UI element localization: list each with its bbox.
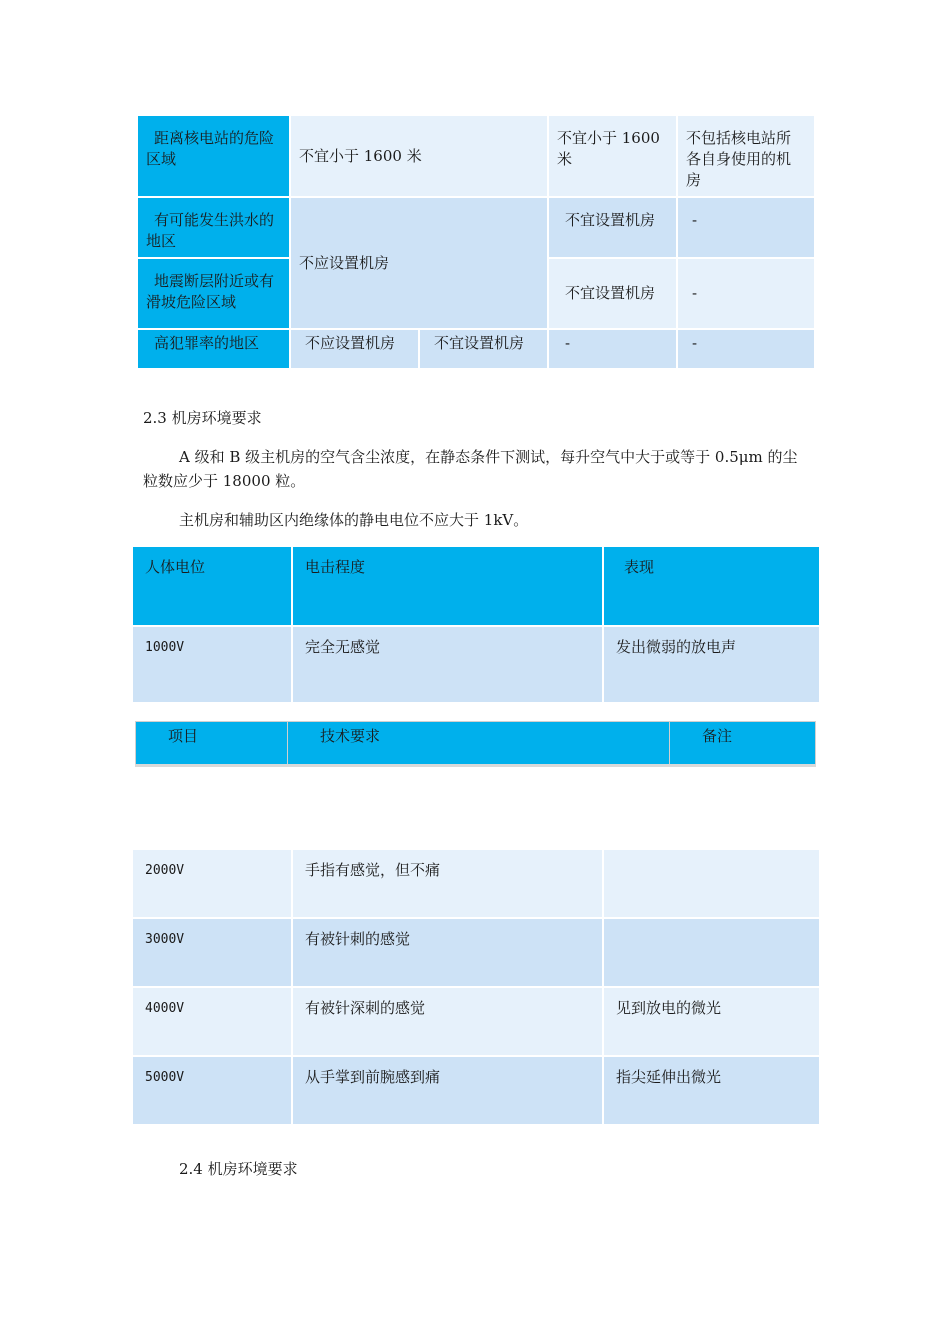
table4-row1-shock: 手指有感觉，但不痛 bbox=[292, 849, 603, 918]
table1-row4-col2a: 不应设置机房 bbox=[290, 329, 419, 369]
table1-row1-col2: 不宜小于 1600 米 bbox=[290, 115, 548, 197]
table2-header-voltage: 人体电位 bbox=[132, 546, 292, 626]
table2-header-symptom: 表现 bbox=[603, 546, 820, 626]
table4-row2-shock: 有被针刺的感觉 bbox=[292, 918, 603, 987]
table1-row4-col3: - bbox=[548, 329, 677, 369]
table4-row3-symptom: 见到放电的微光 bbox=[603, 987, 820, 1056]
voltage-continuation-table bbox=[131, 848, 821, 1126]
section-heading-2-4: 2.4 机房环境要求 bbox=[179, 1160, 298, 1178]
table4-row2-symptom bbox=[603, 918, 820, 987]
table1-row1-col3: 不宜小于 1600 米 bbox=[548, 115, 677, 197]
table2-cell-voltage: 1000V bbox=[132, 626, 292, 703]
body-voltage-table bbox=[131, 545, 821, 704]
requirement-header-table bbox=[135, 721, 816, 767]
paragraph-static: 主机房和辅助区内绝缘体的静电电位不应大于 1kV。 bbox=[179, 511, 529, 529]
table3-header-note: 备注 bbox=[670, 722, 816, 766]
table4-row1-symptom bbox=[603, 849, 820, 918]
table1-row2-label: 有可能发生洪水的地区 bbox=[137, 197, 290, 258]
table4-row1-voltage: 2000V bbox=[132, 849, 292, 918]
table1-row4-label: 高犯罪率的地区 bbox=[137, 329, 290, 369]
table2-cell-shock: 完全无感觉 bbox=[292, 626, 603, 703]
table3-header-item: 项目 bbox=[136, 722, 288, 766]
table1-row3-col3: 不宜设置机房 bbox=[548, 258, 677, 329]
table2-cell-symptom: 发出微弱的放电声 bbox=[603, 626, 820, 703]
table2-header-shock: 电击程度 bbox=[292, 546, 603, 626]
paragraph-dust: A 级和 B 级主机房的空气含尘浓度，在静态条件下测试，每升空气中大于或等于 0.5μm 的尘粒数应少于 18000 粒。 bbox=[143, 448, 798, 490]
table1-row4-col4: - bbox=[677, 329, 815, 369]
table1-row2-col4: - bbox=[677, 197, 815, 258]
table4-row4-shock: 从手掌到前腕感到痛 bbox=[292, 1056, 603, 1125]
table4-row3-shock: 有被针深刺的感觉 bbox=[292, 987, 603, 1056]
table4-row3-voltage: 4000V bbox=[132, 987, 292, 1056]
section-heading-2-3: 2.3 机房环境要求 bbox=[143, 409, 262, 427]
table1-row1-label: 距离核电站的危险区域 bbox=[137, 115, 290, 197]
table1-row3-label: 地震断层附近或有滑坡危险区域 bbox=[137, 258, 290, 329]
table1-row1-col4: 不包括核电站所各自身使用的机房 bbox=[677, 115, 815, 197]
table1-row3-col4: - bbox=[677, 258, 815, 329]
table1-row2-col3: 不宜设置机房 bbox=[548, 197, 677, 258]
table4-row4-symptom: 指尖延伸出微光 bbox=[603, 1056, 820, 1125]
table4-row2-voltage: 3000V bbox=[132, 918, 292, 987]
table4-row4-voltage: 5000V bbox=[132, 1056, 292, 1125]
table1-row4-col2b: 不宜设置机房 bbox=[419, 329, 548, 369]
table1-row2-col2: 不应设置机房 bbox=[290, 197, 548, 329]
site-selection-table bbox=[136, 114, 816, 370]
table3-header-requirement: 技术要求 bbox=[288, 722, 670, 766]
